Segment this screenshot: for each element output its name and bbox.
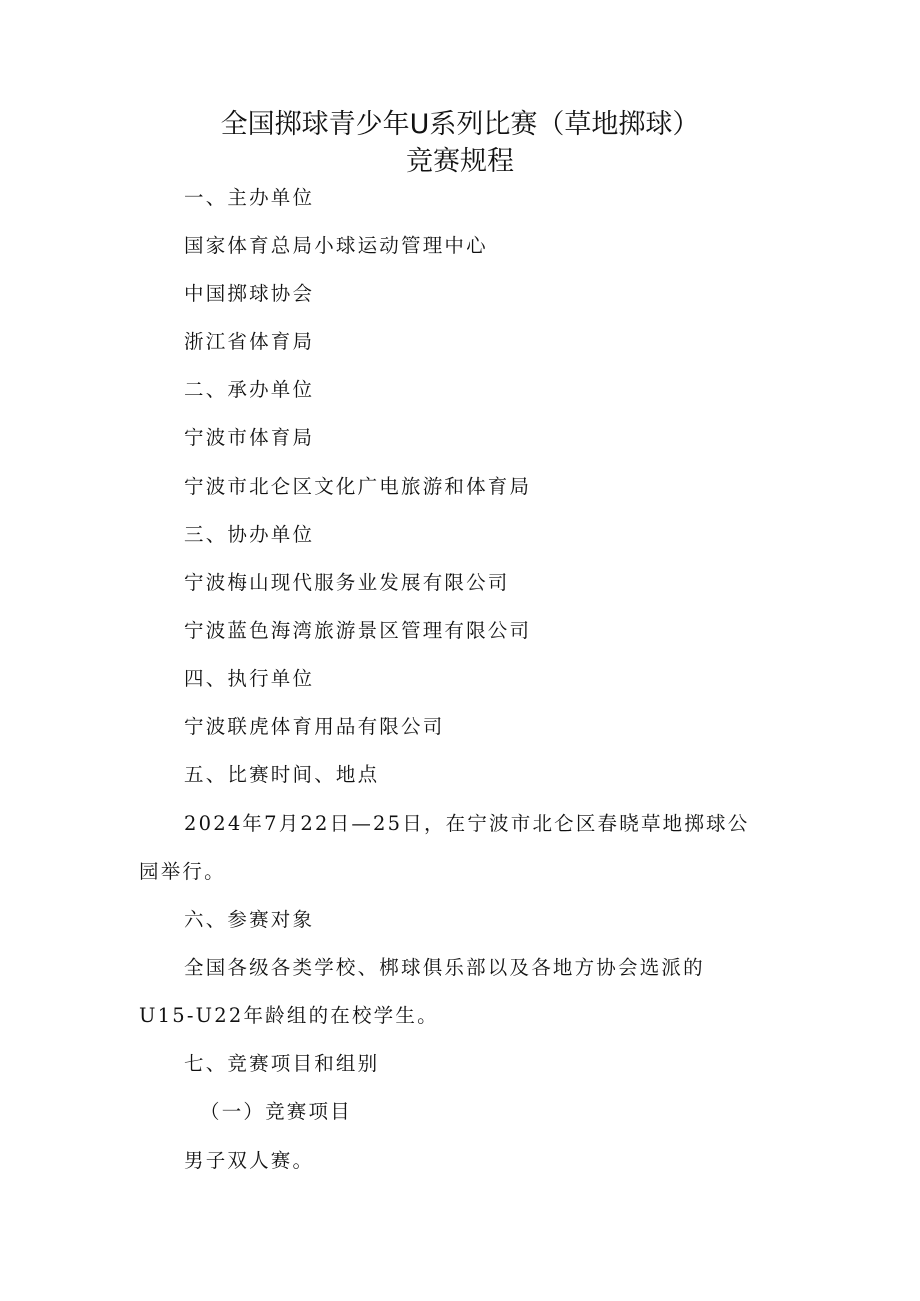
- executor-item: 宁波联虎体育用品有限公司: [184, 715, 445, 738]
- co-organizer-item: 宁波梅山现代服务业发展有限公司: [184, 571, 510, 594]
- section-heading-hosts: 二、承办单位: [184, 378, 315, 401]
- document-subtitle: 竞赛规程: [406, 146, 514, 177]
- section-heading-organizers: 一、主办单位: [184, 186, 315, 209]
- time-place-text-continued: 园举行。: [139, 860, 226, 883]
- event-item: 男子双人赛。: [184, 1149, 315, 1172]
- co-organizer-item: 宁波蓝色海湾旅游景区管理有限公司: [184, 619, 532, 642]
- section-heading-co-organizers: 三、协办单位: [184, 523, 315, 546]
- organizer-item: 中国掷球协会: [184, 282, 315, 305]
- time-place-text: 2024年7月22日—25日，在宁波市北仑区春晓草地掷球公: [184, 812, 750, 835]
- organizer-item: 浙江省体育局: [184, 330, 315, 353]
- host-item: 宁波市北仑区文化广电旅游和体育局: [184, 475, 532, 498]
- document-title: 全国掷球青少年U系列比赛（草地掷球）: [220, 109, 700, 140]
- section-heading-time-place: 五、比赛时间、地点: [184, 763, 380, 786]
- subsection-heading-events: （一）竞赛项目: [200, 1100, 352, 1123]
- section-heading-executors: 四、执行单位: [184, 667, 315, 690]
- participants-text: 全国各级各类学校、梆球俱乐部以及各地方协会选派的: [184, 956, 705, 979]
- participants-text-continued: U15-U22年龄组的在校学生。: [139, 1004, 439, 1027]
- organizer-item: 国家体育总局小球运动管理中心: [184, 234, 488, 257]
- host-item: 宁波市体育局: [184, 426, 315, 449]
- section-heading-participants: 六、参赛对象: [184, 908, 315, 931]
- section-heading-events-groups: 七、竞赛项目和组别: [184, 1052, 380, 1075]
